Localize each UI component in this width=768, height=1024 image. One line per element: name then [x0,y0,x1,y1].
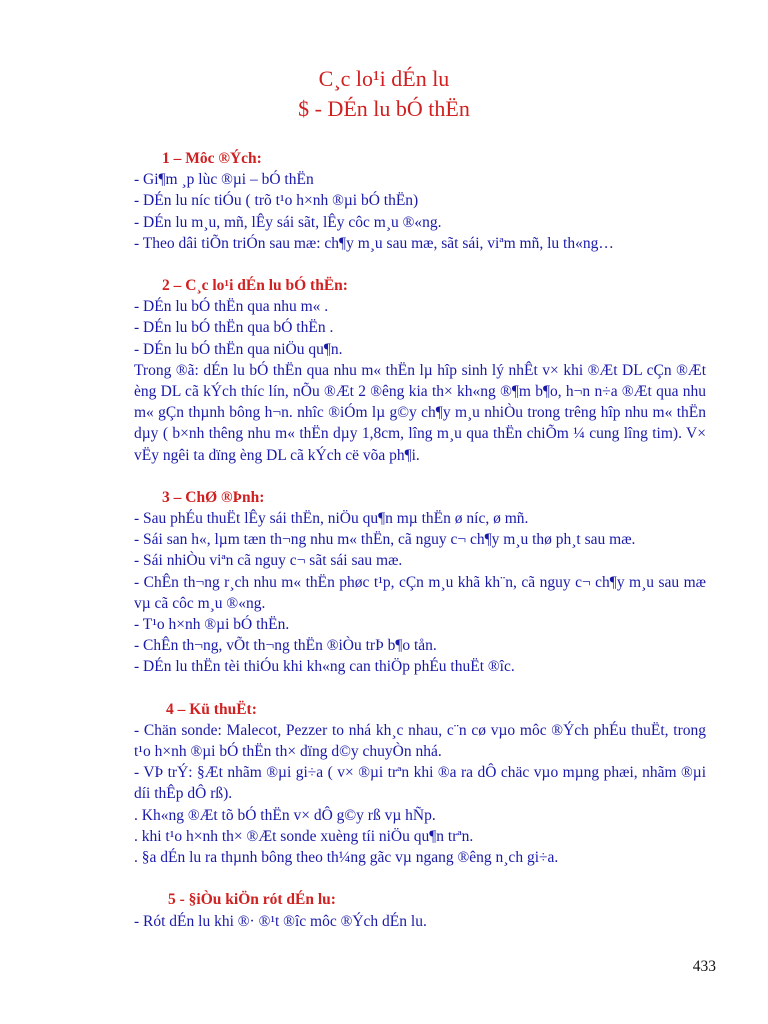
section-heading-5: 5 - §iÒu kiÖn rót dÉn lu: [168,891,336,909]
page-title: C¸c lo¹i dÉn lu [318,66,450,91]
list-item: . §a dÉn lu ra thµnh bông theo th¼ng gãc vµ ngang ®êng n¸ch gi÷a. [134,849,559,867]
section-heading-4: 4 – Kü thuËt: [166,700,257,718]
list-item: . khi t¹o h×nh th× ®Æt sonde xuèng tíi niÖu qu¶n trªn. [134,827,474,845]
list-item: - DÉn lu bÓ thËn qua niÖu qu¶n. [134,340,343,358]
section-paragraph: - ChÊn th¬ng r¸ch nhu m« thËn phøc t¹p, cÇn m¸u khã kh¨n, cã nguy c¬ ch¶y m¸u sau mæ vµ cã côc m¸u ®«ng. [134,573,706,612]
list-item: - Rót dÉn lu khi ®· ®¹t ®îc môc ®Ých dÉn lu. [134,912,427,930]
list-item: - Sau phÉu thuËt lÊy sái thËn, niÖu qu¶n mµ thËn ø níc, ø mñ. [134,510,529,528]
list-item: - DÉn lu m¸u, mñ, lÊy sái sãt, lÊy côc m¸u ®«ng. [134,213,442,231]
list-item: - T¹o h×nh ®µi bÓ thËn. [134,616,290,634]
list-item: - DÉn lu níc tiÓu ( trõ t¹o h×nh ®µi bÓ thËn) [134,192,419,210]
list-item: - Theo dâi tiÕn triÓn sau mæ: ch¶y m¸u sau mæ, sãt sái, viªm mñ, lu th«ng… [134,234,614,252]
list-item: - DÉn lu bÓ thËn qua bÓ thËn . [134,319,334,337]
list-item: - Sái nhiÒu viªn cã nguy c¬ sãt sái sau mæ. [134,552,403,570]
list-item: . Kh«ng ®Æt tõ bÓ thËn v× dÔ g©y rß vµ hÑp. [134,806,436,824]
section-paragraph: Trong ®ã: dÉn lu bÓ thËn qua nhu m« thËn lµ hîp sinh lý nhÊt v× khi ®Æt DL cÇn ®Æt èng DL cã kÝch thíc lín, nÕu ®Æt 2 ®êng kia th× kh«ng ®¶m b¶o, h¬n n÷a ®Æt qua nhu m« gÇn thµnh bông h¬n. nhîc ®iÓm lµ g©y ch¶y m¸u nhiÒu trong trêng hîp nhu m« thËn dµy ( b×nh thêng nhu m« thËn dµy 1,8cm, lîng m¸u qua thËn chiÕm ¼ cung lîng tim). V× vËy ngêi ta dïng èng DL cã kÝch cë võa ph¶i. [134,361,706,464]
section-paragraph: - Chän sonde: Malecot, Pezzer to nhá kh¸c nhau, c¨n cø vµo môc ®Ých phÉu thuËt, trong t¹o h×nh ®µi bÓ thËn th× dïng d©y chuyÒn nhá. [134,721,706,761]
list-item: - Gi¶m ¸p lùc ®µi – bÓ thËn [134,171,314,189]
section-paragraph: - VÞ trÝ: §Æt nhãm ®µi gi÷a ( v× ®µi trªn khi ®a ra dÔ chäc vµo mµng phæi, nhãm ®µi díi thÊp dÔ rß). [134,764,706,803]
section-heading-3: 3 – ChØ ®Þnh: [162,488,265,506]
list-item: - Sái san h«, lµm tæn th¬ng nhu m« thËn, cã nguy c¬ ch¶y m¸u thø ph¸t sau mæ. [134,531,636,549]
section-heading-2: 2 – C¸c lo¹i dÉn lu bÓ thËn: [162,277,348,295]
page-number: 433 [692,958,716,975]
document-body [134,148,706,932]
list-item: - ChÊn th¬ng, vÕt th¬ng thËn ®iÒu trÞ b¶o tån. [134,637,437,655]
list-item: - DÉn lu thËn tèi thiÓu khi kh«ng can thiÖp phÉu thuËt ®îc. [134,658,515,676]
section-heading-1: 1 – Môc ®Ých: [162,150,262,167]
list-item: - DÉn lu bÓ thËn qua nhu m« . [134,298,329,316]
page-subtitle: $ - DÉn lu bÓ thËn [298,96,470,121]
